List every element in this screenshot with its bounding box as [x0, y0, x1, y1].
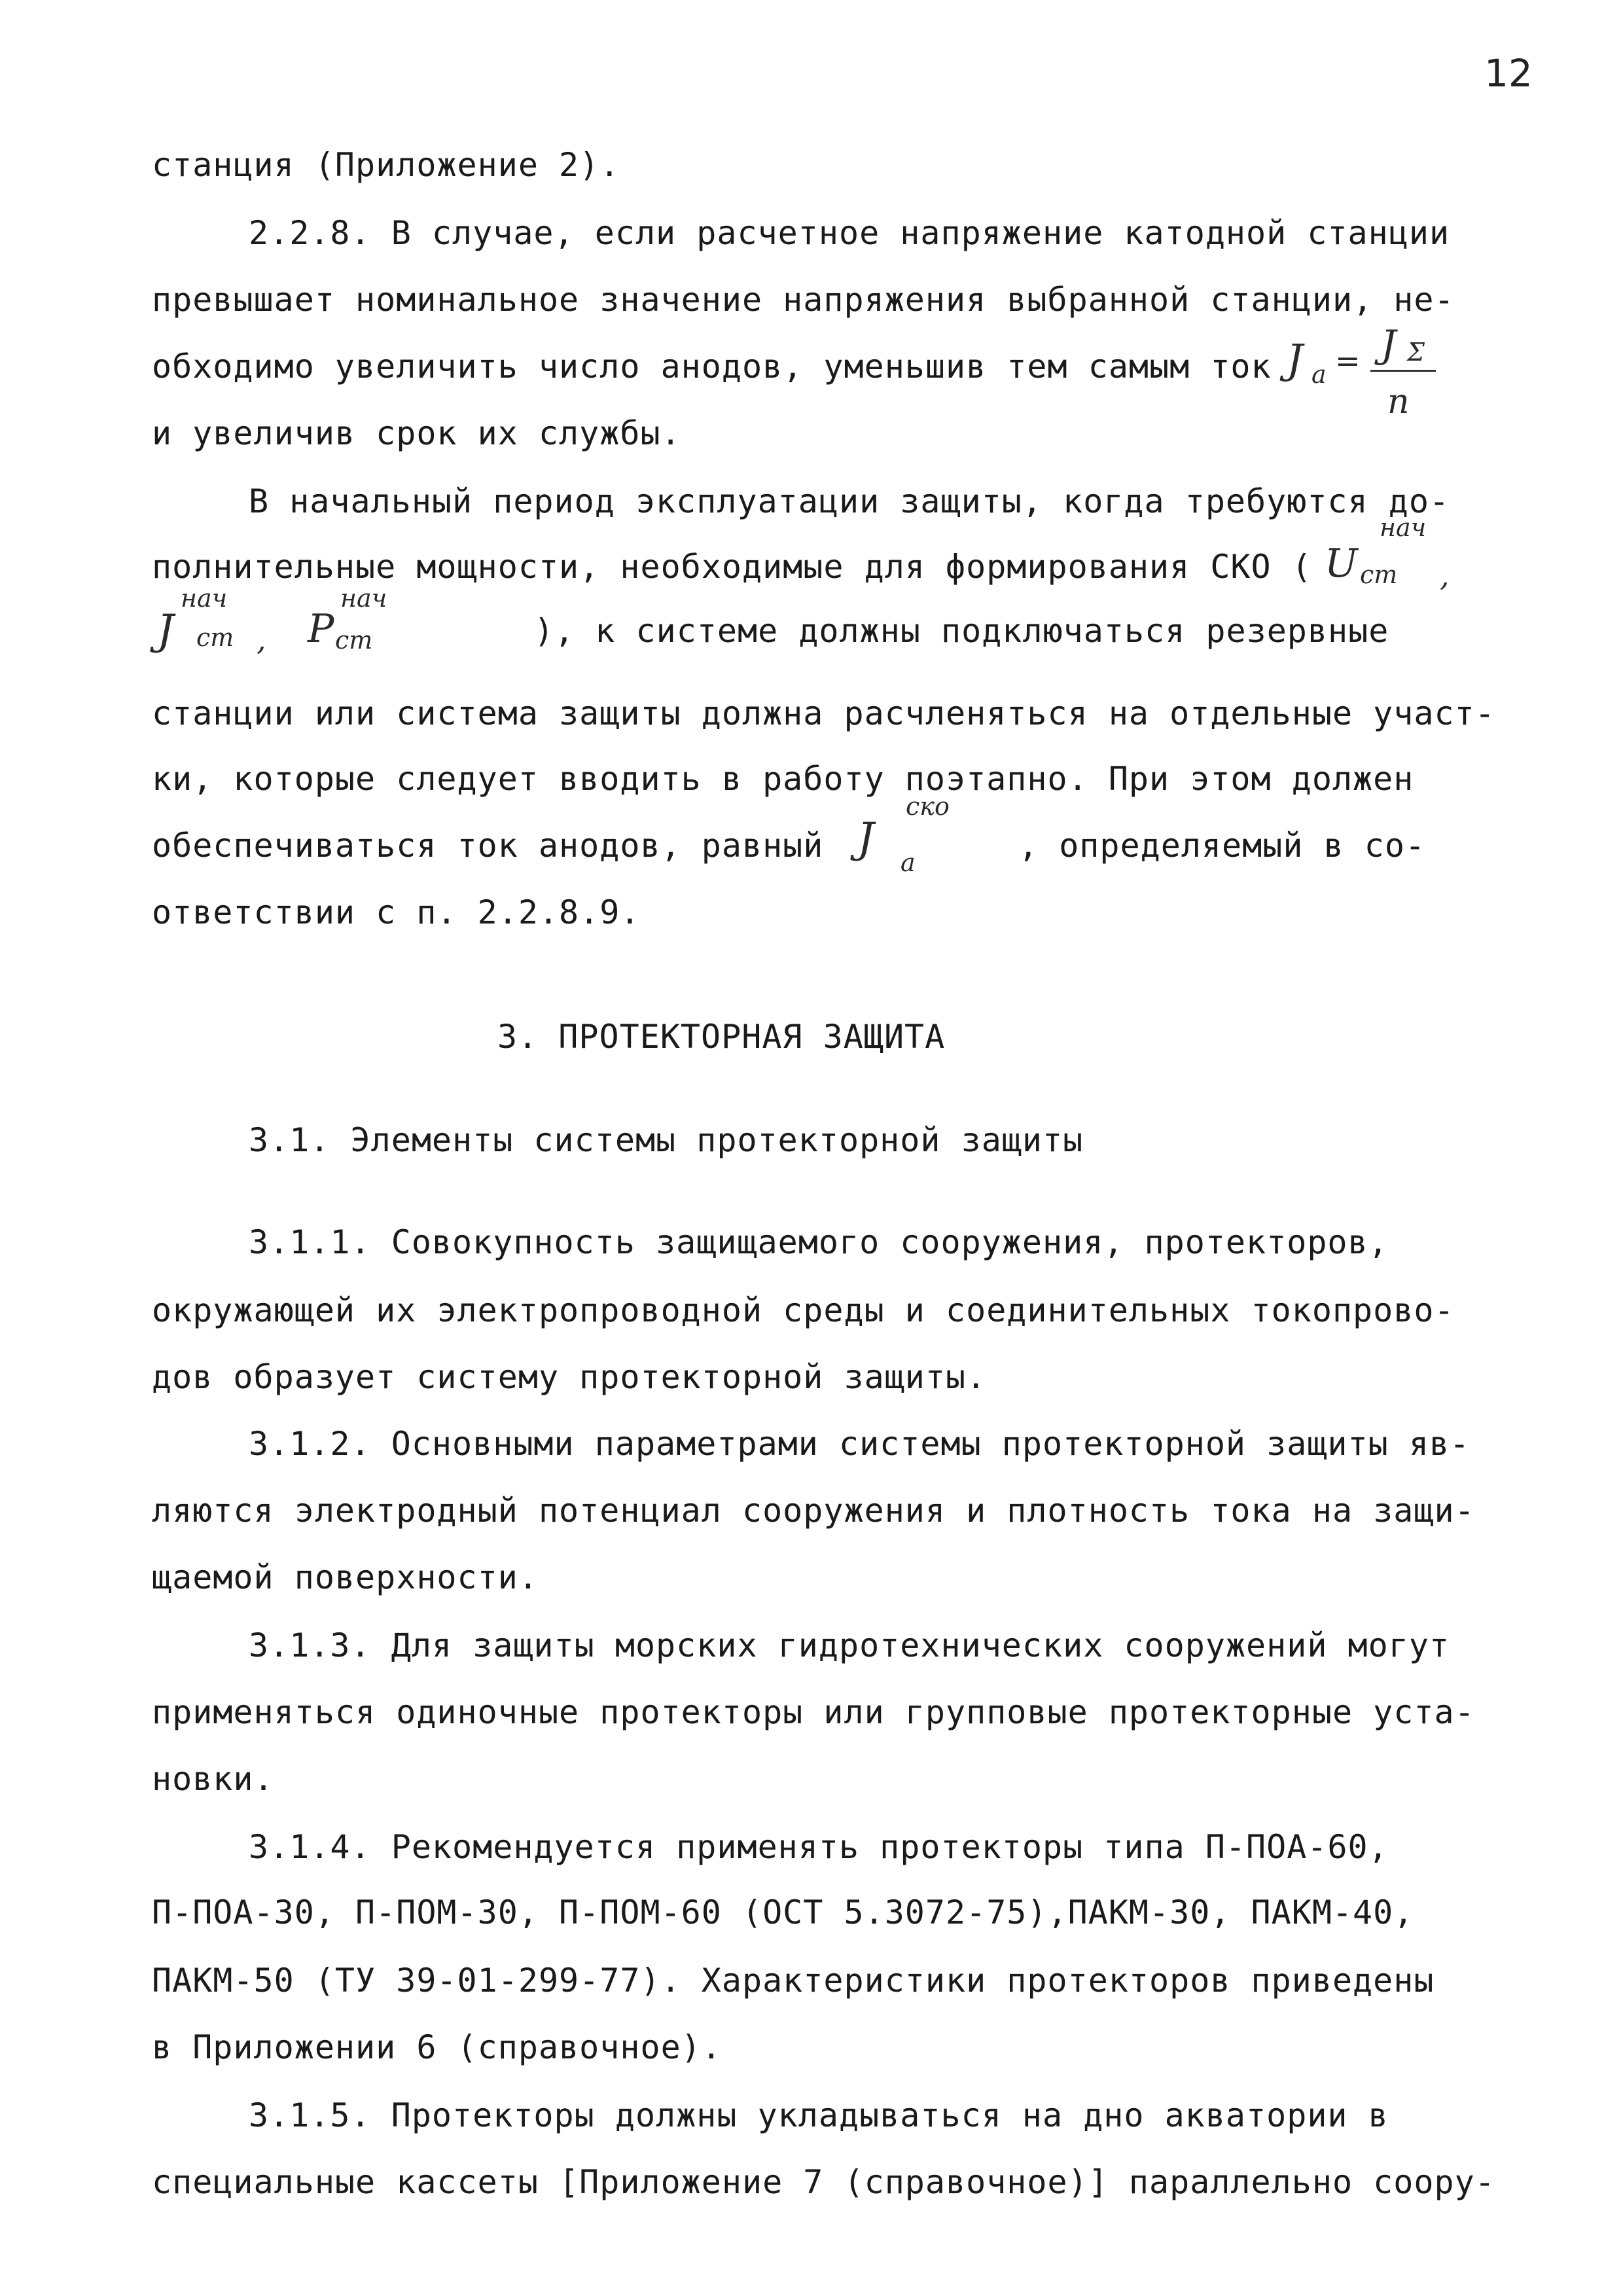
- text-line: окружающей их электропроводной среды и соединительных токопрово-: [152, 1291, 1455, 1329]
- text-line: щаемой поверхности.: [152, 1558, 539, 1596]
- text-line: специальные кассеты [Приложение 7 (справочное)] параллельно соору-: [152, 2163, 1495, 2201]
- text-line: П-ПОА-30, П-ПОМ-30, П-ПОМ-60 (ОСТ 5.3072-75),ПАКМ-30, ПАКМ-40,: [152, 1893, 1414, 1931]
- text-line: ляются электродный потенциал сооружения и плотность тока на защи-: [152, 1492, 1475, 1530]
- text-line: обеспечиваться ток анодов, равный: [152, 827, 824, 865]
- text-line: и увеличив срок их службы.: [152, 414, 681, 452]
- text-line: В начальный период эксплуатации защиты, когда требуются до-: [249, 482, 1450, 520]
- text-line: ответствии с п. 2.2.8.9.: [152, 893, 641, 931]
- section-heading: 3. ПРОТЕКТОРНАЯ ЗАЩИТА: [497, 1018, 946, 1056]
- page-number: 12: [1484, 51, 1533, 96]
- text-line: , определяемый в со-: [1018, 827, 1426, 865]
- text-line: в Приложении 6 (справочное).: [152, 2028, 722, 2066]
- fraction-bar: [1370, 370, 1436, 372]
- text-line: обходимо увеличить число анодов, уменьшив тем самым ток: [152, 348, 1272, 386]
- text-line: станция (Приложение 2).: [152, 146, 620, 184]
- text-line: ПАКМ-50 (ТУ 39-01-299-77). Характеристики протекторов приведены: [152, 1962, 1435, 2000]
- text-line: полнительные мощности, необходимые для формирования СКО (: [152, 548, 1312, 586]
- text-line: 2.2.8. В случае, если расчетное напряжение катодной станции: [249, 214, 1450, 252]
- text-line: станции или система защиты должна расчленяться на отдельные участ-: [152, 694, 1495, 732]
- text-line: ки, которые следует вводить в работу поэтапно. При этом должен: [152, 760, 1414, 798]
- text-line: 3.1.4. Рекомендуется применять протекторы типа П-ПОА-60,: [249, 1828, 1389, 1866]
- text-line: ), к системе должны подключаться резервные: [534, 612, 1389, 650]
- text-line: дов образует систему протекторной защиты.: [152, 1358, 987, 1396]
- text-line: превышает номинальное значение напряжения выбранной станции, не-: [152, 281, 1455, 319]
- text-line: 3.1.5. Протекторы должны укладываться на дно акватории в: [249, 2096, 1389, 2134]
- text-line: новки.: [152, 1760, 274, 1798]
- text-line: 3.1.2. Основными параметрами системы протекторной защиты яв-: [249, 1425, 1471, 1463]
- text-line: 3.1.3. Для защиты морских гидротехнических сооружений могут: [249, 1626, 1450, 1664]
- text-line: 3.1.1. Совокупность защищаемого сооружения, протекторов,: [249, 1223, 1389, 1261]
- text-line: применяться одиночные протекторы или групповые протекторные уста-: [152, 1693, 1475, 1731]
- subsection-heading: 3.1. Элементы системы протекторной защиты: [249, 1121, 1084, 1159]
